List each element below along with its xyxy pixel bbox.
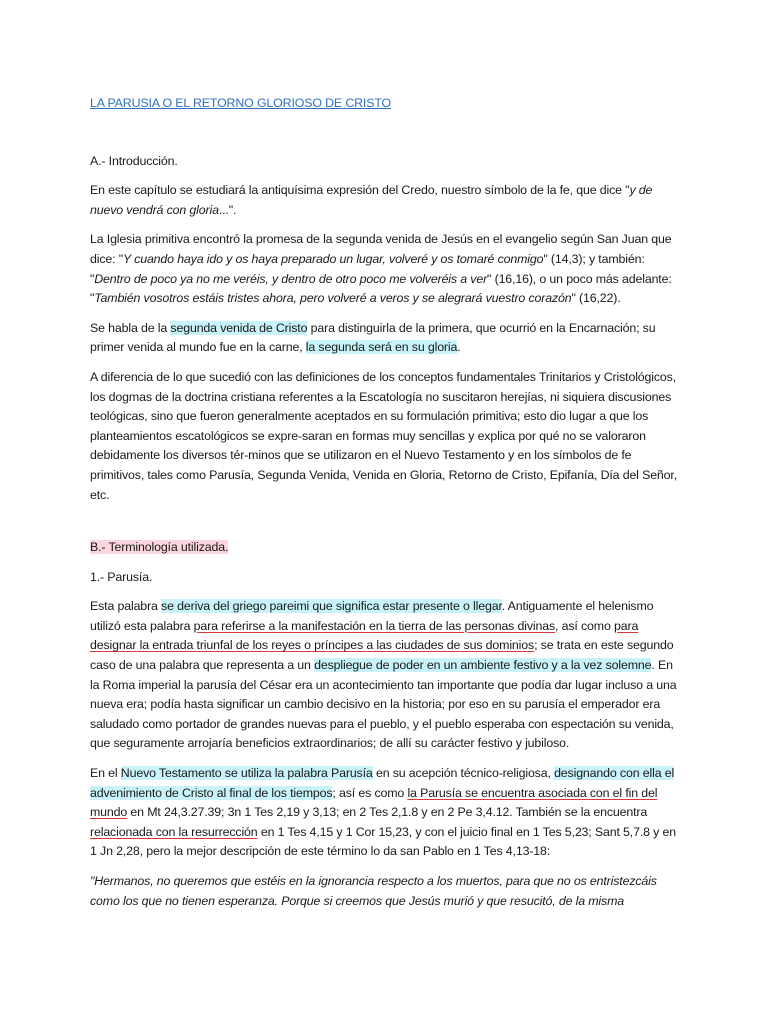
text-run: ...". xyxy=(218,202,237,217)
section-b-paragraph-2 xyxy=(90,764,680,862)
text-run: En este capítulo se estudiará la antiquísima expresión del Credo, nuestro símbolo de la fe, que dice " xyxy=(90,183,630,198)
text-run: para distinguirla de la primera, que ocurrió en la Encarnación; su primer venida al mundo fue en la carne, xyxy=(90,320,656,355)
document-title: LA PARUSIA O EL RETORNO GLORIOSO DE CRISTO xyxy=(90,96,392,110)
section-a-paragraph-2 xyxy=(90,230,680,308)
text-run: . Antiguamente el helenismo utilizó esta palabra xyxy=(90,599,654,633)
highlight-blue: se deriva del griego pareimi que significa estar presente o llegar xyxy=(161,599,502,614)
highlight-blue: segunda venida de Cristo xyxy=(170,320,308,335)
text-run: en Mt 24,3.27.39; 3n 1 Tes 2,19 y 3,13; en 2 Tes 2,1.8 y en 2 Pe 3,4.12. También se la encuentra xyxy=(127,805,648,820)
text-run: en su acepción técnico-religiosa, xyxy=(372,766,555,781)
section-b-heading xyxy=(90,538,680,558)
text-run: ; así es como xyxy=(332,785,408,800)
text-run: . xyxy=(457,340,461,355)
underline-red: para referirse a la manifestación en la tierra de las personas divinas xyxy=(193,618,556,633)
highlight-blue: la segunda será en su gloria xyxy=(305,340,458,355)
text-run: ; se trata en este segundo caso de una palabra que representa a un xyxy=(90,638,674,673)
section-a-paragraph-1 xyxy=(90,181,680,220)
section-a-paragraph-3 xyxy=(90,319,680,358)
document-page xyxy=(90,94,680,921)
highlight-blue: despliegue de poder en un ambiente festivo y a la vez solemne xyxy=(314,658,652,673)
highlight-blue: Nuevo Testamento se utiliza la palabra Parusía xyxy=(120,766,373,781)
text-run: Se habla de la xyxy=(90,320,171,335)
scripture-quote: Y cuando haya ido y os haya preparado un lugar, volveré y os tomaré conmigo xyxy=(122,251,544,266)
scripture-quote: Dentro de poco ya no me veréis, y dentro de otro poco me volveréis a ver xyxy=(94,271,488,286)
scripture-quote: "Hermanos, no queremos que estéis en la ignorancia respecto a los muertos, para que no os entristezcáis como los que no tienen esperanza. Porque si creemos que Jesús murió y que resucitó, de la misma xyxy=(90,874,657,908)
credo-quote: y de nuevo vendrá con gloria xyxy=(90,183,653,217)
text-run: La Iglesia primitiva encontró la promesa de la segunda venida de Jesús en el evangelio según San Juan que dice: " xyxy=(90,232,672,266)
text-run: " (16,16), o un poco más adelante: " xyxy=(90,271,672,306)
text-run: " (16,22). xyxy=(571,291,621,306)
underline-red: relacionada con la resurrección xyxy=(90,824,258,839)
underline-red: para designar la entrada triunfal de los reyes o príncipes a las ciudades de sus dominios xyxy=(90,618,639,653)
text-run: En el xyxy=(90,766,121,781)
subsection-heading: 1.- Parusía. xyxy=(90,569,153,584)
text-run: " (14,3); y también: " xyxy=(90,251,645,286)
section-a-paragraph-4: A diferencia de lo que sucedió con las definiciones de los conceptos fundamentales Trinitarios y Cristológicos, los dogmas de la doctrina cristiana referentes a la Escatología no suscitaron herejías, ni siquiera discusiones teológicas, sino que fueron generalmente aceptados en su formulación primitiva; esto dio lugar a que los planteamientos escatológicos se expre-saran en formas muy sencillas y explica por qué no se valoraron debidamente los diversos tér-minos que se utilizaron en el Nuevo Testamento y en los símbolos de fe primitivos, tales como Parusía, Segunda Venida, Venida en Gloria, Retorno de Cristo, Epifanía, Día del Señor, etc. xyxy=(90,369,678,502)
section-b-paragraph-1 xyxy=(90,597,680,754)
text-run: en 1 Tes 4,15 y 1 Cor 15,23, y con el juicio final en 1 Tes 5,23; Sant 5,7.8 y en 1 Jn 2,28, pero la mejor descripción de este término lo da san Pablo en 1 Tes 4,13-18: xyxy=(90,824,676,859)
highlight-blue: designando con ella el advenimiento de Cristo al final de los tiempos xyxy=(90,766,675,800)
text-run: Esta palabra xyxy=(90,599,162,614)
underline-red: la Parusía se encuentra asociada con el fin del mundo xyxy=(90,785,658,820)
text-run: . En la Roma imperial la parusía del César era un acontecimiento tan importante que podía dar lugar incluso a una nueva era; podía hasta significar un cambio decisivo en la historia; por eso en su parusía el emperador era saludado como portador de grandes nuevas para el pueblo, y el pueblo esperaba con espectación su venida, que seguramente arrojaría beneficios extraordinarios; de allí su carácter festivo y jubiloso. xyxy=(90,658,677,751)
text-run: , así como xyxy=(555,618,614,633)
section-a-heading: A.- Introducción. xyxy=(90,153,178,168)
scripture-quote: También vosotros estáis tristes ahora, pero volveré a veros y se alegrará vuestro corazón xyxy=(94,291,572,306)
highlight-pink: B.- Terminología utilizada. xyxy=(90,540,229,555)
scripture-quote-paragraph xyxy=(90,872,680,911)
